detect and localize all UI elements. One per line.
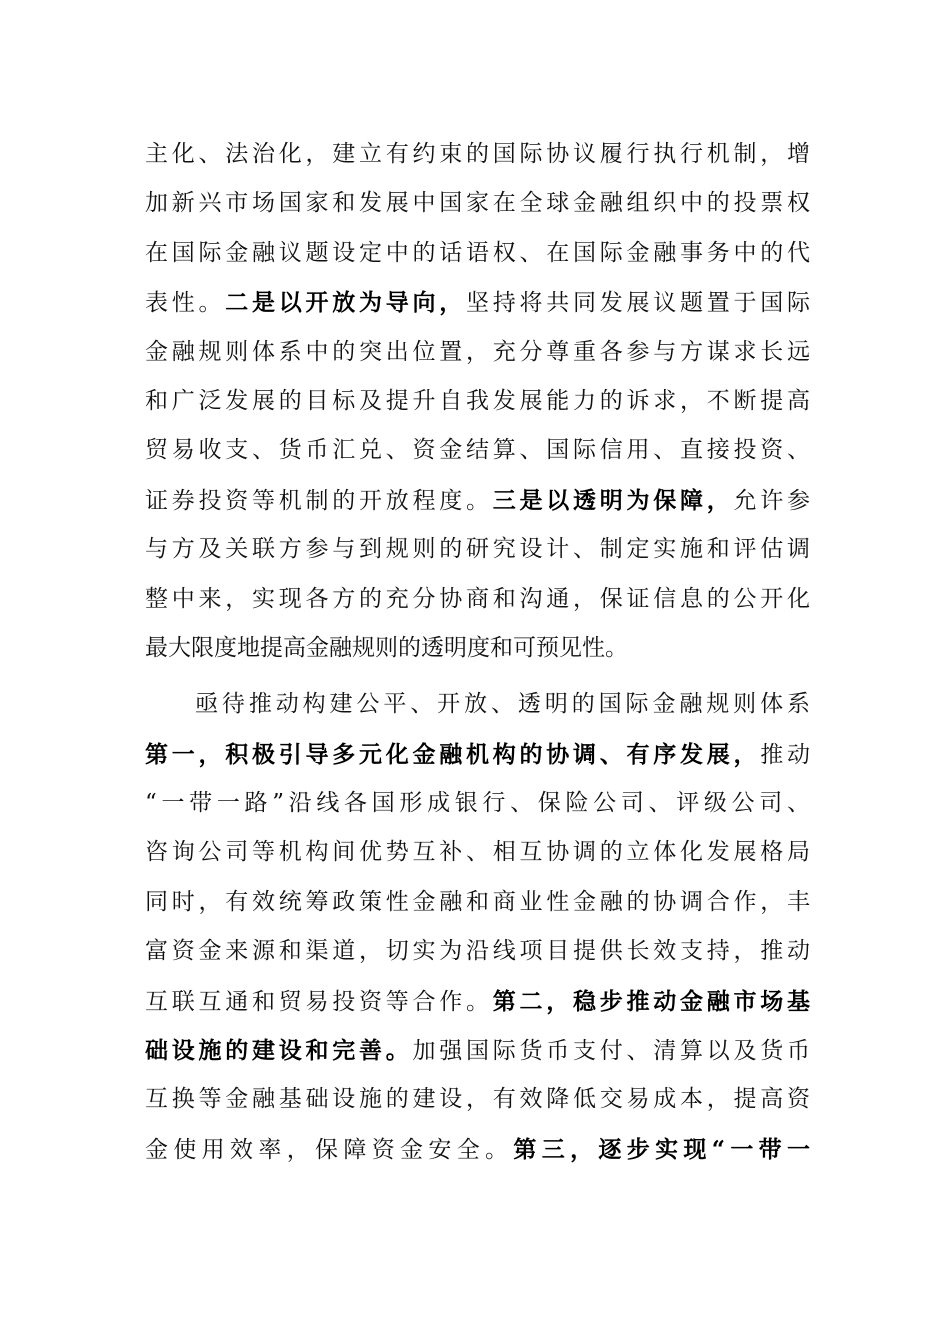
text-span: 在国际金融议题设定中的话语权、在国际金融事务中的代	[145, 239, 810, 266]
text-span: 加强国际货币支付、清算以及货币	[412, 1038, 810, 1065]
text-line	[145, 977, 810, 1026]
paragraph-gap	[145, 673, 810, 680]
bold-heading-span: 二是以开放为导向，	[225, 289, 466, 317]
text-span: 推动	[760, 741, 810, 768]
text-line	[145, 130, 810, 179]
text-line	[145, 1026, 810, 1075]
text-line	[145, 328, 810, 377]
text-line	[145, 624, 810, 673]
text-line	[145, 1075, 810, 1124]
text-span: 与方及关联方参与到规则的研究设计、制定实施和评估调	[145, 536, 810, 563]
text-span: 表性。	[145, 290, 226, 317]
text-span: 主化、法治化，建立有约束的国际协议履行执行机制，增	[145, 141, 810, 167]
text-span: 金融规则体系中的突出位置，充分尊重各参与方谋求长远	[145, 338, 810, 365]
text-line	[145, 730, 810, 779]
text-line	[145, 229, 810, 278]
text-line	[145, 476, 810, 525]
text-span: 和广泛发展的目标及提升自我发展能力的诉求，不断提高	[145, 387, 810, 414]
text-span: 允许参	[733, 487, 810, 514]
text-span: 同时，有效统筹政策性金融和商业性金融的协调合作，丰	[145, 888, 810, 915]
paragraph-2	[145, 680, 810, 1174]
bold-heading-span: 础设施的建设和完善。	[145, 1037, 413, 1065]
text-line	[145, 828, 810, 877]
body-text	[145, 130, 810, 1174]
bold-heading-span: 第一，积极引导多元化金融机构的协调、有序发展，	[145, 740, 761, 768]
bold-heading-span: 第三，逐步实现“一带一	[513, 1135, 810, 1163]
text-span: 互联互通和贸易投资等合作。	[145, 988, 493, 1015]
text-span: 加新兴市场国家和发展中国家在全球金融组织中的投票权	[145, 190, 810, 217]
text-line	[145, 278, 810, 327]
text-span: 咨询公司等机构间优势互补、相互协调的立体化发展格局	[145, 839, 810, 866]
text-line	[145, 179, 810, 228]
bold-heading-span: 第二，稳步推动金融市场基	[492, 987, 810, 1015]
text-line	[145, 1125, 810, 1174]
text-span: 亟待推动构建公平、开放、透明的国际金融规则体系	[195, 691, 810, 718]
text-span: 贸易收支、货币汇兑、资金结算、国际信用、直接投资、	[145, 437, 810, 464]
paragraph-1	[145, 130, 810, 673]
bold-heading-span: 三是以透明为保障，	[492, 486, 734, 514]
text-line	[145, 525, 810, 574]
text-line	[145, 927, 810, 976]
text-line	[145, 426, 810, 475]
text-span: 证券投资等机制的开放程度。	[145, 487, 493, 514]
text-line	[145, 680, 810, 729]
text-span: 整中来，实现各方的充分协商和沟通，保证信息的公开化	[145, 585, 810, 612]
text-line	[145, 878, 810, 927]
text-line	[145, 377, 810, 426]
text-span: 最大限度地提高金融规则的透明度和可预见性。	[145, 634, 628, 661]
text-span: “一带一路”沿线各国形成银行、保险公司、评级公司、	[145, 790, 810, 817]
text-span: 富资金来源和渠道，切实为沿线项目提供长效支持，推动	[145, 938, 810, 965]
text-line	[145, 779, 810, 828]
text-span: 互换等金融基础设施的建设，有效降低交易成本，提高资	[145, 1086, 810, 1113]
text-span: 金使用效率，保障资金安全。	[145, 1136, 514, 1163]
text-line	[145, 575, 810, 624]
text-span: 坚持将共同发展议题置于国际	[466, 290, 810, 317]
